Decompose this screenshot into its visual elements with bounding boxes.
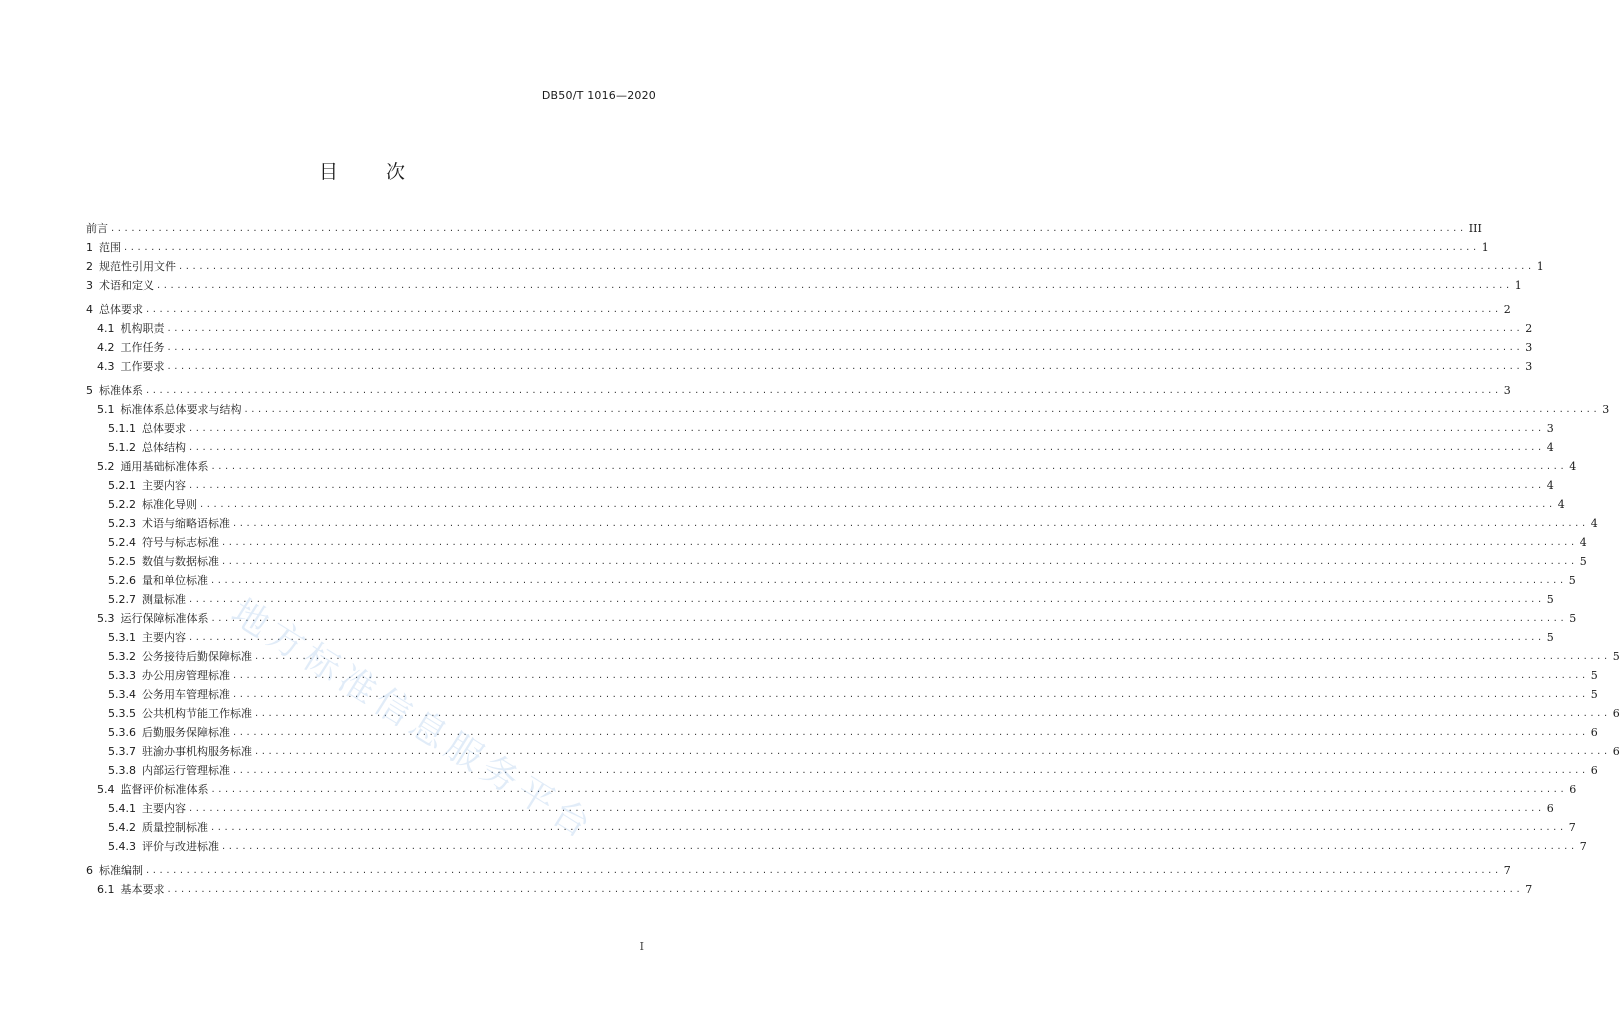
toc-entry-page: 3: [1503, 384, 1511, 397]
toc-entry-label: [86, 611, 212, 627]
toc-entry-text: 术语和定义: [99, 279, 154, 292]
toc-entry[interactable]: [86, 440, 1554, 456]
toc-entry[interactable]: [86, 611, 1577, 627]
toc-leader-dots: ........................................................................................................................................................................................................: [189, 632, 1545, 643]
toc-entry-page: 2: [1525, 322, 1533, 335]
toc-entry-label: [86, 340, 168, 356]
toc-entry-label: [86, 497, 200, 513]
toc-entry-page: III: [1468, 222, 1482, 235]
toc-entry-number: 5.2.5: [108, 555, 136, 568]
toc-entry[interactable]: [86, 516, 1598, 532]
toc-entry-label: [86, 882, 168, 898]
toc-entry-number: 2: [86, 260, 93, 273]
toc-leader-dots: ........................................................................................................................................................................................................: [211, 575, 1567, 586]
toc-entry[interactable]: [86, 478, 1554, 494]
toc-leader-dots: ........................................................................................................................................................................................................: [255, 746, 1611, 757]
toc-entry-label: [86, 383, 146, 399]
toc-leader-dots: ........................................................................................................................................................................................................: [167, 342, 1524, 353]
watermark: 地方标准信息服务平台: [224, 591, 602, 850]
toc-leader-dots: ........................................................................................................................................................................................................: [233, 765, 1589, 776]
toc-entry-label: [86, 459, 212, 475]
toc-entry[interactable]: [86, 573, 1576, 589]
toc-entry-text: 主要内容: [142, 802, 186, 815]
toc-entry-number: 5.3: [97, 612, 115, 625]
toc-leader-dots: ........................................................................................................................................................................................................: [233, 727, 1589, 738]
toc-leader-dots: ........................................................................................................................................................................................................: [211, 613, 1568, 624]
toc-entry-number: 5.2.3: [108, 517, 136, 530]
toc-entry-page: 5: [1546, 593, 1554, 606]
toc-entry-page: 4: [1569, 460, 1577, 473]
toc-entry-page: 3: [1525, 360, 1533, 373]
toc-entry-page: 6: [1612, 745, 1620, 758]
toc-entry-page: 7: [1503, 864, 1511, 877]
toc-entry-text: 工作要求: [120, 360, 165, 373]
toc-entry-label: [86, 820, 211, 836]
toc-entry-label: [86, 535, 222, 551]
toc-leader-dots: ........................................................................................................................................................................................................: [189, 803, 1545, 814]
toc-entry-number: 5.3.4: [108, 688, 136, 701]
toc-entry[interactable]: [86, 649, 1620, 665]
toc-entry-label: [86, 573, 211, 589]
toc-entry-page: 4: [1546, 479, 1554, 492]
toc-entry-number: 6: [86, 864, 93, 877]
toc-entry[interactable]: [86, 383, 1511, 399]
toc-entry-text: 前言: [86, 222, 108, 235]
toc-leader-dots: ........................................................................................................................................................................................................: [255, 708, 1611, 719]
toc-entry-page: 3: [1525, 341, 1533, 354]
toc-entry-text: 公务接待后勤保障标准: [142, 650, 252, 663]
toc-entry-page: 1: [1514, 279, 1522, 292]
page-title: [0, 157, 724, 184]
toc-entry[interactable]: [86, 302, 1511, 318]
toc-entry[interactable]: [86, 402, 1610, 418]
toc-entry-page: 5: [1590, 669, 1598, 682]
toc-entry-text: 规范性引用文件: [99, 260, 176, 273]
toc-leader-dots: ........................................................................................................................................................................................................: [255, 651, 1611, 662]
toc-entry-label: [86, 278, 157, 294]
toc-entry-number: 5.2.1: [108, 479, 136, 492]
toc-entry-text: 质量控制标准: [142, 821, 208, 834]
page-number: I: [639, 940, 644, 953]
toc-entry-text: 后勤服务保障标准: [142, 726, 230, 739]
toc-entry-number: 5.3.5: [108, 707, 136, 720]
toc-entry[interactable]: [86, 359, 1533, 375]
toc-entry-page: 5: [1569, 612, 1577, 625]
toc-entry-page: 4: [1590, 517, 1598, 530]
toc-entry-text: 标准体系总体要求与结构: [120, 403, 242, 416]
toc-entry-number: 5.3.7: [108, 745, 136, 758]
toc-entry-number: 1: [86, 241, 93, 254]
toc-entry[interactable]: [86, 421, 1554, 437]
toc-entry-text: 数值与数据标准: [142, 555, 219, 568]
toc-entry[interactable]: [86, 882, 1533, 898]
toc-leader-dots: ........................................................................................................................................................................................................: [222, 841, 1578, 852]
toc-entry-number: 5.2.4: [108, 536, 136, 549]
toc-entry-page: 3: [1602, 403, 1610, 416]
toc-entry[interactable]: [86, 459, 1577, 475]
toc-entry[interactable]: [86, 687, 1598, 703]
toc-leader-dots: ........................................................................................................................................................................................................: [146, 865, 1502, 876]
toc-entry-text: 范围: [99, 241, 121, 254]
toc-leader-dots: ........................................................................................................................................................................................................: [200, 499, 1556, 510]
toc-entry-page: 4: [1546, 441, 1554, 454]
toc-entry-number: 5.3.6: [108, 726, 136, 739]
toc-entry-number: 5.2.6: [108, 574, 136, 587]
toc-entry-page: 5: [1590, 688, 1598, 701]
toc-entry-label: [86, 478, 189, 494]
toc-entry-label: [86, 240, 124, 256]
toc-entry-number: 5.3.1: [108, 631, 136, 644]
toc-entry-page: 1: [1481, 241, 1489, 254]
toc-entry[interactable]: [86, 535, 1587, 551]
toc-entry-text: 标准体系: [99, 384, 143, 397]
toc-entry-text: 量和单位标准: [142, 574, 208, 587]
toc-leader-dots: ........................................................................................................................................................................................................: [222, 556, 1578, 567]
toc-entry[interactable]: [86, 497, 1565, 513]
toc-entry-label: [86, 839, 222, 855]
toc-entry-page: 5: [1579, 555, 1587, 568]
toc-entry-number: 5.2: [97, 460, 115, 473]
toc-entry[interactable]: [86, 839, 1587, 855]
toc-entry-text: 测量标准: [142, 593, 186, 606]
toc-entry[interactable]: [86, 801, 1554, 817]
toc-entry-label: [86, 402, 245, 418]
toc-leader-dots: ........................................................................................................................................................................................................: [233, 518, 1589, 529]
toc-entry-label: [86, 687, 233, 703]
toc-entry-number: 5.4.3: [108, 840, 136, 853]
toc-leader-dots: ........................................................................................................................................................................................................: [211, 461, 1568, 472]
toc-entry-label: [86, 321, 168, 337]
toc-entry[interactable]: [86, 863, 1511, 879]
toc-entry-label: [86, 592, 189, 608]
toc-entry-page: 3: [1546, 422, 1554, 435]
toc-entry[interactable]: [86, 592, 1554, 608]
toc-entry-text: 驻渝办事机构服务标准: [142, 745, 252, 758]
toc-entry-label: [86, 630, 189, 646]
title-char-1: 目: [318, 161, 338, 183]
toc-entry[interactable]: [86, 240, 1489, 256]
toc-entry-page: 6: [1590, 726, 1598, 739]
toc-leader-dots: ........................................................................................................................................................................................................: [157, 280, 1513, 291]
toc-entry-label: [86, 782, 212, 798]
toc-entry-text: 总体结构: [142, 441, 186, 454]
toc-entry[interactable]: [86, 340, 1533, 356]
toc-entry-number: 3: [86, 279, 93, 292]
toc-entry-number: 5.1: [97, 403, 115, 416]
toc-entry-page: 4: [1557, 498, 1565, 511]
toc-leader-dots: ........................................................................................................................................................................................................: [189, 423, 1545, 434]
toc-entry-page: 6: [1590, 764, 1598, 777]
toc-entry[interactable]: [86, 630, 1554, 646]
toc-entry-number: 6.1: [97, 883, 115, 896]
toc-leader-dots: ........................................................................................................................................................................................................: [111, 223, 1467, 234]
toc-entry-number: 5.3.8: [108, 764, 136, 777]
toc-entry[interactable]: [86, 259, 1544, 275]
toc-entry-text: 公务用车管理标准: [142, 688, 230, 701]
toc-entry-number: 5.4: [97, 783, 115, 796]
toc-leader-dots: ........................................................................................................................................................................................................: [189, 594, 1545, 605]
toc-entry-label: [86, 302, 146, 318]
toc-entry-text: 通用基础标准体系: [120, 460, 209, 473]
toc-entry-page: 5: [1568, 574, 1576, 587]
toc-leader-dots: ........................................................................................................................................................................................................: [211, 822, 1567, 833]
toc-entry[interactable]: [86, 782, 1577, 798]
toc-entry-page: 4: [1579, 536, 1587, 549]
toc-entry-number: 4.1: [97, 322, 115, 335]
toc-entry-text: 基本要求: [120, 883, 165, 896]
toc-entry-label: [86, 725, 233, 741]
toc-leader-dots: ........................................................................................................................................................................................................: [146, 385, 1502, 396]
toc-entry-text: 术语与缩略语标准: [142, 517, 230, 530]
toc-leader-dots: ........................................................................................................................................................................................................: [124, 242, 1480, 253]
toc-leader-dots: ........................................................................................................................................................................................................: [179, 261, 1535, 272]
toc-entry[interactable]: [86, 321, 1533, 337]
toc-entry[interactable]: [86, 221, 1482, 237]
toc-entry[interactable]: [86, 744, 1620, 760]
toc-entry-page: 5: [1612, 650, 1620, 663]
toc-entry-text: 标准编制: [99, 864, 143, 877]
toc-entry-label: [86, 863, 146, 879]
toc-leader-dots: ........................................................................................................................................................................................................: [167, 361, 1524, 372]
toc-entry-label: [86, 763, 233, 779]
toc-entry-text: 工作任务: [120, 341, 165, 354]
toc-entry-text: 公共机构节能工作标准: [142, 707, 252, 720]
toc-entry-page: 2: [1503, 303, 1511, 316]
toc-entry-label: [86, 744, 255, 760]
title-char-2: 次: [386, 161, 406, 183]
toc-leader-dots: ........................................................................................................................................................................................................: [233, 670, 1589, 681]
toc-entry-number: 5.2.7: [108, 593, 136, 606]
toc-entry-label: [86, 421, 189, 437]
toc-entry-page: 6: [1546, 802, 1554, 815]
toc-entry[interactable]: [86, 668, 1598, 684]
toc-entry-text: 监督评价标准体系: [120, 783, 209, 796]
toc-entry[interactable]: [86, 554, 1587, 570]
toc-entry-number: 5.1.1: [108, 422, 136, 435]
toc-leader-dots: ........................................................................................................................................................................................................: [233, 689, 1589, 700]
toc-entry-text: 符号与标志标准: [142, 536, 219, 549]
document-code: DB50/T 1016—2020: [541, 89, 656, 102]
toc-entry-label: [86, 554, 222, 570]
toc-leader-dots: ........................................................................................................................................................................................................: [211, 784, 1568, 795]
toc-entry-label: [86, 259, 179, 275]
toc-entry-text: 机构职责: [120, 322, 165, 335]
toc-entry-number: 5.4.2: [108, 821, 136, 834]
toc-entry-text: 评价与改进标准: [142, 840, 219, 853]
toc-entry-page: 7: [1568, 821, 1576, 834]
toc-entry[interactable]: [86, 763, 1598, 779]
toc-entry-label: [86, 668, 233, 684]
toc-entry-text: 运行保障标准体系: [120, 612, 209, 625]
toc-entry-page: 1: [1536, 260, 1544, 273]
toc-entry-number: 5.2.2: [108, 498, 136, 511]
toc-entry-text: 总体要求: [99, 303, 143, 316]
toc-entry-number: 4.2: [97, 341, 115, 354]
toc-entry-text: 标准化导则: [142, 498, 197, 511]
toc-leader-dots: ........................................................................................................................................................................................................: [222, 537, 1578, 548]
toc-entry-text: 内部运行管理标准: [142, 764, 230, 777]
toc-entry[interactable]: [86, 278, 1522, 294]
toc-entry-text: 总体要求: [142, 422, 186, 435]
toc-entry-text: 主要内容: [142, 631, 186, 644]
toc-leader-dots: ........................................................................................................................................................................................................: [167, 323, 1524, 334]
toc-entry-page: 6: [1612, 707, 1620, 720]
toc-entry-text: 主要内容: [142, 479, 186, 492]
toc-leader-dots: ........................................................................................................................................................................................................: [146, 304, 1502, 315]
toc-entry[interactable]: [86, 706, 1620, 722]
toc-entry-page: 7: [1579, 840, 1587, 853]
toc-entry-label: [86, 440, 189, 456]
toc-entry-label: [86, 221, 111, 237]
toc-entry-label: [86, 649, 255, 665]
toc-entry-number: 4: [86, 303, 93, 316]
toc-entry-label: [86, 516, 233, 532]
toc-entry-label: [86, 706, 255, 722]
toc-entry-page: 5: [1546, 631, 1554, 644]
toc-leader-dots: ........................................................................................................................................................................................................: [167, 884, 1524, 895]
toc-entry-number: 5.3.2: [108, 650, 136, 663]
toc-entry[interactable]: [86, 725, 1598, 741]
toc-entry[interactable]: [86, 820, 1576, 836]
toc-entry-number: 5.3.3: [108, 669, 136, 682]
toc-entry-number: 5: [86, 384, 93, 397]
toc-entry-text: 办公用房管理标准: [142, 669, 230, 682]
toc-entry-page: 7: [1525, 883, 1533, 896]
toc-leader-dots: ........................................................................................................................................................................................................: [189, 480, 1545, 491]
toc-entry-number: 5.1.2: [108, 441, 136, 454]
toc-entry-number: 5.4.1: [108, 802, 136, 815]
toc-leader-dots: ........................................................................................................................................................................................................: [244, 404, 1601, 415]
toc-entry-label: [86, 801, 189, 817]
toc-entry-label: [86, 359, 168, 375]
toc-entry-page: 6: [1569, 783, 1577, 796]
toc-leader-dots: ........................................................................................................................................................................................................: [189, 442, 1545, 453]
toc-entry-number: 4.3: [97, 360, 115, 373]
